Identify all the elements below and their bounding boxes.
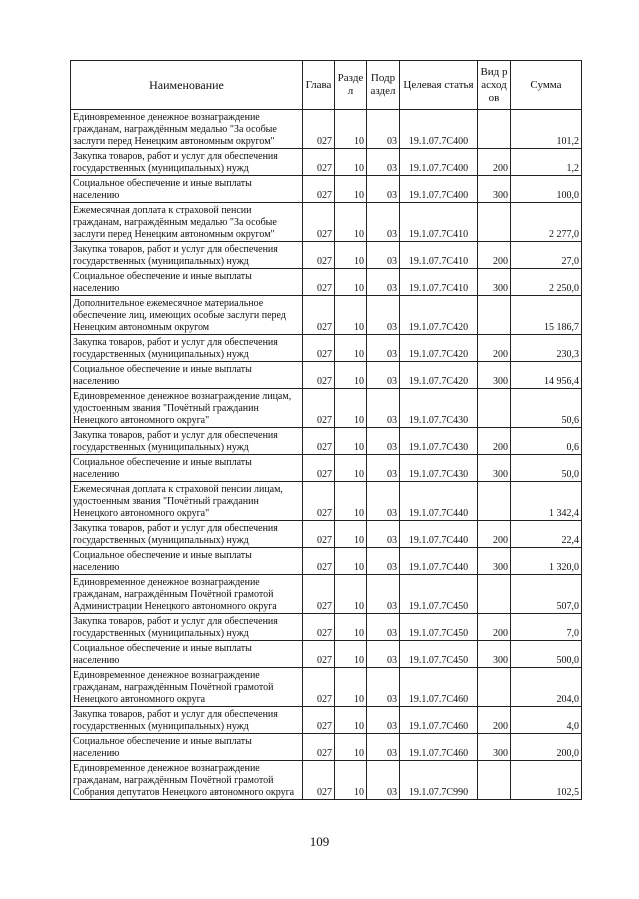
table-row (71, 575, 582, 614)
cell-expense-type: 300 (478, 548, 511, 575)
cell-sum: 0,6 (511, 428, 582, 455)
cell-subsection: 03 (367, 614, 400, 641)
cell-subsection: 03 (367, 176, 400, 203)
table-row (71, 389, 582, 428)
cell-chapter: 027 (303, 335, 335, 362)
cell-section: 10 (335, 575, 367, 614)
cell-name: Единовременное денежное вознаграждение гражданам, награждённым Почётной грамотой Администрации Ненецкого автономного округа (71, 575, 303, 614)
cell-article: 19.1.07.7С990 (400, 761, 478, 800)
cell-expense-type (478, 389, 511, 428)
cell-chapter: 027 (303, 734, 335, 761)
cell-section: 10 (335, 614, 367, 641)
cell-section: 10 (335, 641, 367, 668)
cell-subsection: 03 (367, 761, 400, 800)
cell-chapter: 027 (303, 482, 335, 521)
cell-subsection: 03 (367, 521, 400, 548)
cell-subsection: 03 (367, 455, 400, 482)
cell-article: 19.1.07.7С460 (400, 668, 478, 707)
cell-expense-type: 300 (478, 176, 511, 203)
cell-article: 19.1.07.7С460 (400, 707, 478, 734)
cell-sum: 204,0 (511, 668, 582, 707)
table-row (71, 335, 582, 362)
cell-chapter: 027 (303, 761, 335, 800)
cell-chapter: 027 (303, 149, 335, 176)
table-row (71, 482, 582, 521)
cell-chapter: 027 (303, 521, 335, 548)
table-row (71, 296, 582, 335)
cell-section: 10 (335, 707, 367, 734)
cell-chapter: 027 (303, 362, 335, 389)
cell-article: 19.1.07.7С430 (400, 389, 478, 428)
cell-section: 10 (335, 389, 367, 428)
cell-chapter: 027 (303, 455, 335, 482)
cell-article: 19.1.07.7С400 (400, 149, 478, 176)
cell-expense-type: 200 (478, 242, 511, 269)
header-name: Наименование (71, 61, 303, 110)
cell-expense-type: 300 (478, 455, 511, 482)
table-row (71, 242, 582, 269)
cell-article: 19.1.07.7С450 (400, 614, 478, 641)
cell-sum: 102,5 (511, 761, 582, 800)
cell-article: 19.1.07.7С440 (400, 548, 478, 575)
cell-name: Единовременное денежное вознаграждение гражданам, награждённым Почётной грамотой Собрания депутатов Ненецкого автономного округа (71, 761, 303, 800)
cell-section: 10 (335, 734, 367, 761)
cell-article: 19.1.07.7С430 (400, 428, 478, 455)
cell-subsection: 03 (367, 641, 400, 668)
cell-section: 10 (335, 242, 367, 269)
cell-name: Закупка товаров, работ и услуг для обеспечения государственных (муниципальных) нужд (71, 242, 303, 269)
cell-name: Закупка товаров, работ и услуг для обеспечения государственных (муниципальных) нужд (71, 707, 303, 734)
table-header-row (71, 61, 582, 110)
cell-article: 19.1.07.7С420 (400, 296, 478, 335)
table-row (71, 269, 582, 296)
cell-sum: 100,0 (511, 176, 582, 203)
cell-section: 10 (335, 362, 367, 389)
cell-section: 10 (335, 203, 367, 242)
cell-subsection: 03 (367, 149, 400, 176)
cell-section: 10 (335, 269, 367, 296)
cell-article: 19.1.07.7С440 (400, 482, 478, 521)
table-row (71, 176, 582, 203)
cell-subsection: 03 (367, 335, 400, 362)
cell-expense-type (478, 482, 511, 521)
cell-name: Ежемесячная доплата к страховой пенсии гражданам, награждённым медалью "За особые заслуги перед Ненецким автономным округом" (71, 203, 303, 242)
cell-section: 10 (335, 110, 367, 149)
cell-chapter: 027 (303, 269, 335, 296)
cell-sum: 4,0 (511, 707, 582, 734)
cell-article: 19.1.07.7С450 (400, 575, 478, 614)
cell-name: Дополнительное ежемесячное материальное обеспечение лиц, имеющих особые заслуги перед Ненецким автономным округом (71, 296, 303, 335)
cell-sum: 50,0 (511, 455, 582, 482)
cell-sum: 1 342,4 (511, 482, 582, 521)
cell-subsection: 03 (367, 575, 400, 614)
cell-chapter: 027 (303, 110, 335, 149)
cell-name: Закупка товаров, работ и услуг для обеспечения государственных (муниципальных) нужд (71, 149, 303, 176)
cell-sum: 101,2 (511, 110, 582, 149)
budget-table (70, 60, 582, 800)
cell-expense-type: 300 (478, 269, 511, 296)
cell-sum: 230,3 (511, 335, 582, 362)
table-row (71, 707, 582, 734)
cell-expense-type: 300 (478, 734, 511, 761)
cell-article: 19.1.07.7С420 (400, 335, 478, 362)
cell-subsection: 03 (367, 707, 400, 734)
cell-subsection: 03 (367, 203, 400, 242)
cell-expense-type: 200 (478, 707, 511, 734)
table-row (71, 428, 582, 455)
cell-sum: 500,0 (511, 641, 582, 668)
table-row (71, 110, 582, 149)
cell-name: Социальное обеспечение и иные выплаты населению (71, 176, 303, 203)
table-body (71, 110, 582, 800)
cell-sum: 507,0 (511, 575, 582, 614)
cell-sum: 14 956,4 (511, 362, 582, 389)
cell-section: 10 (335, 296, 367, 335)
cell-subsection: 03 (367, 389, 400, 428)
cell-chapter: 027 (303, 575, 335, 614)
header-section: Раздел (335, 61, 367, 110)
cell-expense-type (478, 110, 511, 149)
cell-expense-type: 300 (478, 362, 511, 389)
cell-chapter: 027 (303, 707, 335, 734)
cell-name: Закупка товаров, работ и услуг для обеспечения государственных (муниципальных) нужд (71, 335, 303, 362)
cell-chapter: 027 (303, 614, 335, 641)
cell-chapter: 027 (303, 296, 335, 335)
cell-section: 10 (335, 149, 367, 176)
cell-expense-type: 200 (478, 335, 511, 362)
cell-expense-type: 300 (478, 641, 511, 668)
cell-name: Единовременное денежное вознаграждение гражданам, награждённым медалью "За особые заслуги перед Ненецким автономным округом" (71, 110, 303, 149)
header-subsection: Подраздел (367, 61, 400, 110)
cell-subsection: 03 (367, 548, 400, 575)
cell-expense-type (478, 761, 511, 800)
cell-name: Закупка товаров, работ и услуг для обеспечения государственных (муниципальных) нужд (71, 614, 303, 641)
cell-subsection: 03 (367, 296, 400, 335)
cell-sum: 7,0 (511, 614, 582, 641)
cell-sum: 2 250,0 (511, 269, 582, 296)
cell-chapter: 027 (303, 242, 335, 269)
cell-name: Социальное обеспечение и иные выплаты населению (71, 455, 303, 482)
cell-name: Социальное обеспечение и иные выплаты населению (71, 641, 303, 668)
table-row (71, 761, 582, 800)
cell-article: 19.1.07.7С400 (400, 176, 478, 203)
cell-section: 10 (335, 335, 367, 362)
table-row (71, 548, 582, 575)
cell-subsection: 03 (367, 242, 400, 269)
cell-article: 19.1.07.7С410 (400, 269, 478, 296)
page-number: 109 (309, 834, 330, 849)
cell-subsection: 03 (367, 110, 400, 149)
cell-name: Социальное обеспечение и иные выплаты населению (71, 734, 303, 761)
cell-chapter: 027 (303, 668, 335, 707)
cell-article: 19.1.07.7С410 (400, 203, 478, 242)
cell-subsection: 03 (367, 269, 400, 296)
cell-article: 19.1.07.7С460 (400, 734, 478, 761)
cell-sum: 50,6 (511, 389, 582, 428)
cell-expense-type: 200 (478, 614, 511, 641)
cell-expense-type (478, 203, 511, 242)
cell-section: 10 (335, 548, 367, 575)
header-expense-type: Вид расходов (478, 61, 511, 110)
cell-sum: 1,2 (511, 149, 582, 176)
cell-expense-type: 200 (478, 428, 511, 455)
table-row (71, 455, 582, 482)
table-row (71, 149, 582, 176)
table-row (71, 614, 582, 641)
cell-chapter: 027 (303, 428, 335, 455)
cell-article: 19.1.07.7С400 (400, 110, 478, 149)
table-row (71, 668, 582, 707)
header-sum: Сумма (511, 61, 582, 110)
table-row (71, 521, 582, 548)
cell-expense-type: 200 (478, 521, 511, 548)
cell-subsection: 03 (367, 668, 400, 707)
cell-section: 10 (335, 668, 367, 707)
cell-chapter: 027 (303, 548, 335, 575)
cell-expense-type (478, 296, 511, 335)
cell-sum: 2 277,0 (511, 203, 582, 242)
cell-section: 10 (335, 455, 367, 482)
table-row (71, 362, 582, 389)
cell-name: Ежемесячная доплата к страховой пенсии лицам, удостоенным звания "Почётный гражданин Ненецкого автономного округа" (71, 482, 303, 521)
table-row (71, 203, 582, 242)
cell-name: Социальное обеспечение и иные выплаты населению (71, 362, 303, 389)
cell-article: 19.1.07.7С450 (400, 641, 478, 668)
cell-subsection: 03 (367, 362, 400, 389)
cell-section: 10 (335, 428, 367, 455)
header-chapter: Глава (303, 61, 335, 110)
cell-section: 10 (335, 482, 367, 521)
cell-subsection: 03 (367, 734, 400, 761)
cell-chapter: 027 (303, 641, 335, 668)
cell-expense-type (478, 668, 511, 707)
cell-section: 10 (335, 521, 367, 548)
cell-name: Закупка товаров, работ и услуг для обеспечения государственных (муниципальных) нужд (71, 521, 303, 548)
cell-name: Социальное обеспечение и иные выплаты населению (71, 548, 303, 575)
cell-sum: 15 186,7 (511, 296, 582, 335)
cell-expense-type: 200 (478, 149, 511, 176)
cell-chapter: 027 (303, 176, 335, 203)
cell-section: 10 (335, 761, 367, 800)
cell-sum: 1 320,0 (511, 548, 582, 575)
table-row (71, 734, 582, 761)
cell-sum: 200,0 (511, 734, 582, 761)
cell-article: 19.1.07.7С430 (400, 455, 478, 482)
cell-section: 10 (335, 176, 367, 203)
cell-name: Социальное обеспечение и иные выплаты населению (71, 269, 303, 296)
cell-name: Единовременное денежное вознаграждение лицам, удостоенным звания "Почётный гражданин Ненецкого автономного округа" (71, 389, 303, 428)
cell-sum: 22,4 (511, 521, 582, 548)
cell-article: 19.1.07.7С410 (400, 242, 478, 269)
table-row (71, 641, 582, 668)
cell-subsection: 03 (367, 482, 400, 521)
cell-expense-type (478, 575, 511, 614)
cell-chapter: 027 (303, 203, 335, 242)
cell-subsection: 03 (367, 428, 400, 455)
cell-sum: 27,0 (511, 242, 582, 269)
cell-chapter: 027 (303, 389, 335, 428)
header-article: Целевая статья (400, 61, 478, 110)
cell-article: 19.1.07.7С440 (400, 521, 478, 548)
cell-name: Единовременное денежное вознаграждение гражданам, награждённым Почётной грамотой Ненецкого автономного округа (71, 668, 303, 707)
cell-name: Закупка товаров, работ и услуг для обеспечения государственных (муниципальных) нужд (71, 428, 303, 455)
cell-article: 19.1.07.7С420 (400, 362, 478, 389)
